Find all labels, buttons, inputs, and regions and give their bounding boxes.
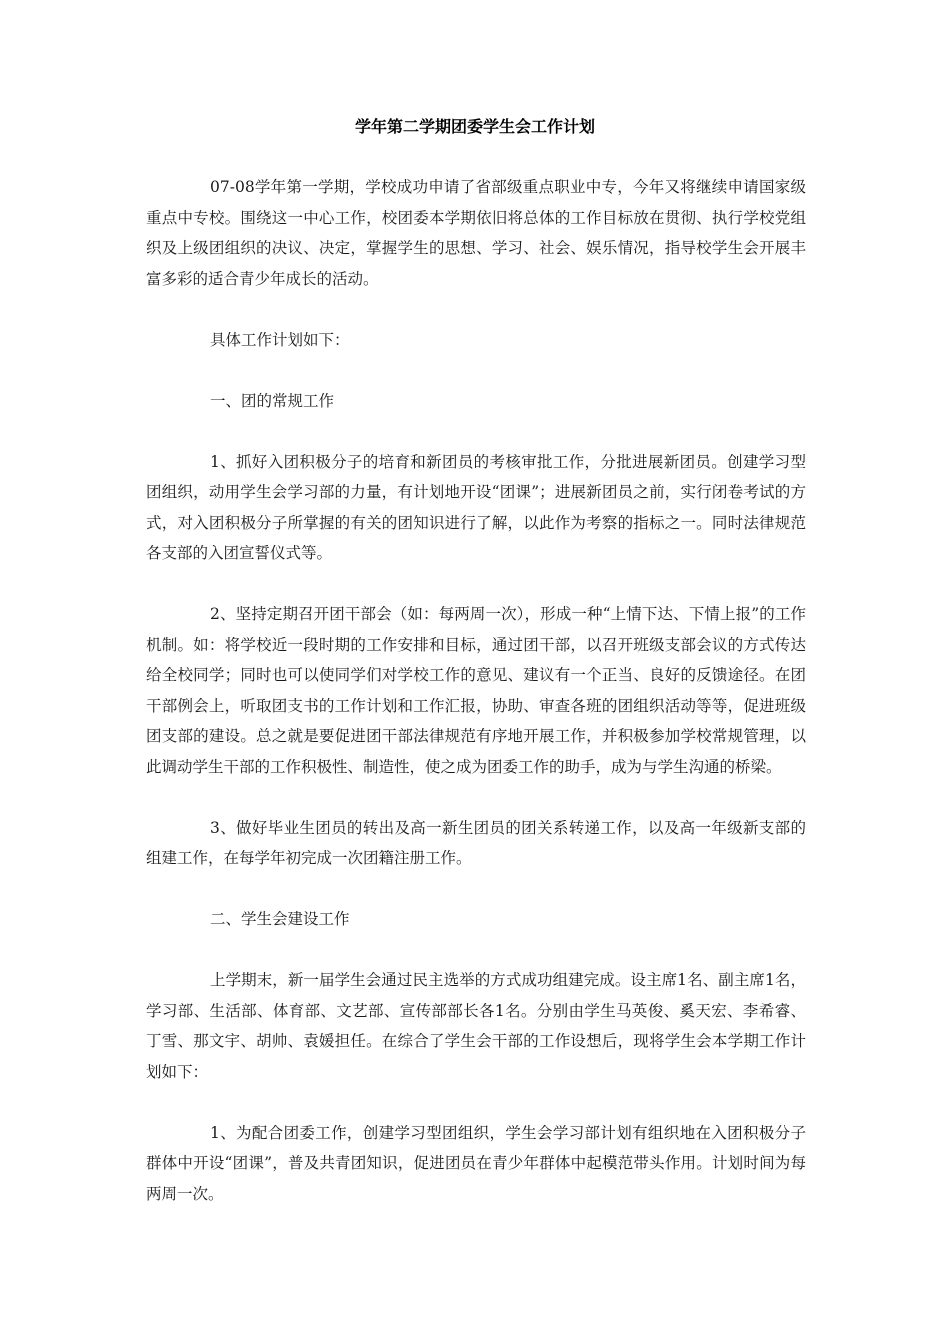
paragraph-item-1: 1、抓好入团积极分子的培育和新团员的考核审批工作，分批进展新团员。创建学习型团组织，动用学生会学习部的力量，有计划地开设“团课”；进展新团员之前，实行闭卷考试的方式，对入团积极分子所掌握的有关的团知识进行了解，以此作为考察的指标之一。同时法律规范各支部的入团宣誓仪式等。 <box>146 452 806 562</box>
paragraph-item-3: 3、做好毕业生团员的转出及高一新生团员的团关系转递工作，以及高一年级新支部的组建工作，在每学年初完成一次团籍注册工作。 <box>146 818 806 867</box>
section-heading-student-union: 二、学生会建设工作 <box>210 910 350 928</box>
paragraph-student-union-item-1: 1、为配合团委工作，创建学习型团组织，学生会学习部计划有组织地在入团积极分子群体中开设“团课”，普及共青团知识，促进团员在青少年群体中起模范带头作用。计划时间为每两周一次。 <box>146 1123 806 1203</box>
paragraph-item-2: 2、坚持定期召开团干部会（如：每两周一次），形成一种“上情下达、下情上报”的工作机制。如：将学校近一段时期的工作安排和目标，通过团干部，以召开班级支部会议的方式传达给全校同学；同时也可以使同学们对学校工作的意见、建议有一个正当、良好的反馈途径。在团干部例会上，听取团支书的工作计划和工作汇报，协助、审查各班的团组织活动等等，促进班级团支部的建设。总之就是要促进团干部法律规范有序地开展工作，并积极参加学校常规管理，以此调动学生干部的工作积极性、制造性，使之成为团委工作的助手，成为与学生沟通的桥梁。 <box>146 605 806 776</box>
paragraph-plan-heading: 具体工作计划如下： <box>210 330 350 349</box>
document-title: 学年第二学期团委学生会工作计划 <box>354 117 595 136</box>
section-heading-league-routine: 一、团的常规工作 <box>210 391 335 410</box>
paragraph-student-union-intro: 上学期末，新一届学生会通过民主选举的方式成功组建完成。设主席1名、副主席1名，学习部、生活部、体育部、文艺部、宣传部部长各1名。分别由学生马英俊、奚天宏、李希睿、丁雪、那文宇、胡帅、袁媛担任。在综合了学生会干部的工作设想后，现将学生会本学期工作计划如下： <box>146 971 806 1081</box>
document-body <box>146 172 806 1240</box>
paragraph-intro: 07-08学年第一学期，学校成功申请了省部级重点职业中专，今年又将继续申请国家级重点中专校。围绕这一中心工作，校团委本学期依旧将总体的工作目标放在贯彻、执行学校党组织及上级团组织的决议、决定，掌握学生的思想、学习、社会、娱乐情况，指导校学生会开展丰富多彩的适合青少年成长的活动。 <box>146 178 806 288</box>
